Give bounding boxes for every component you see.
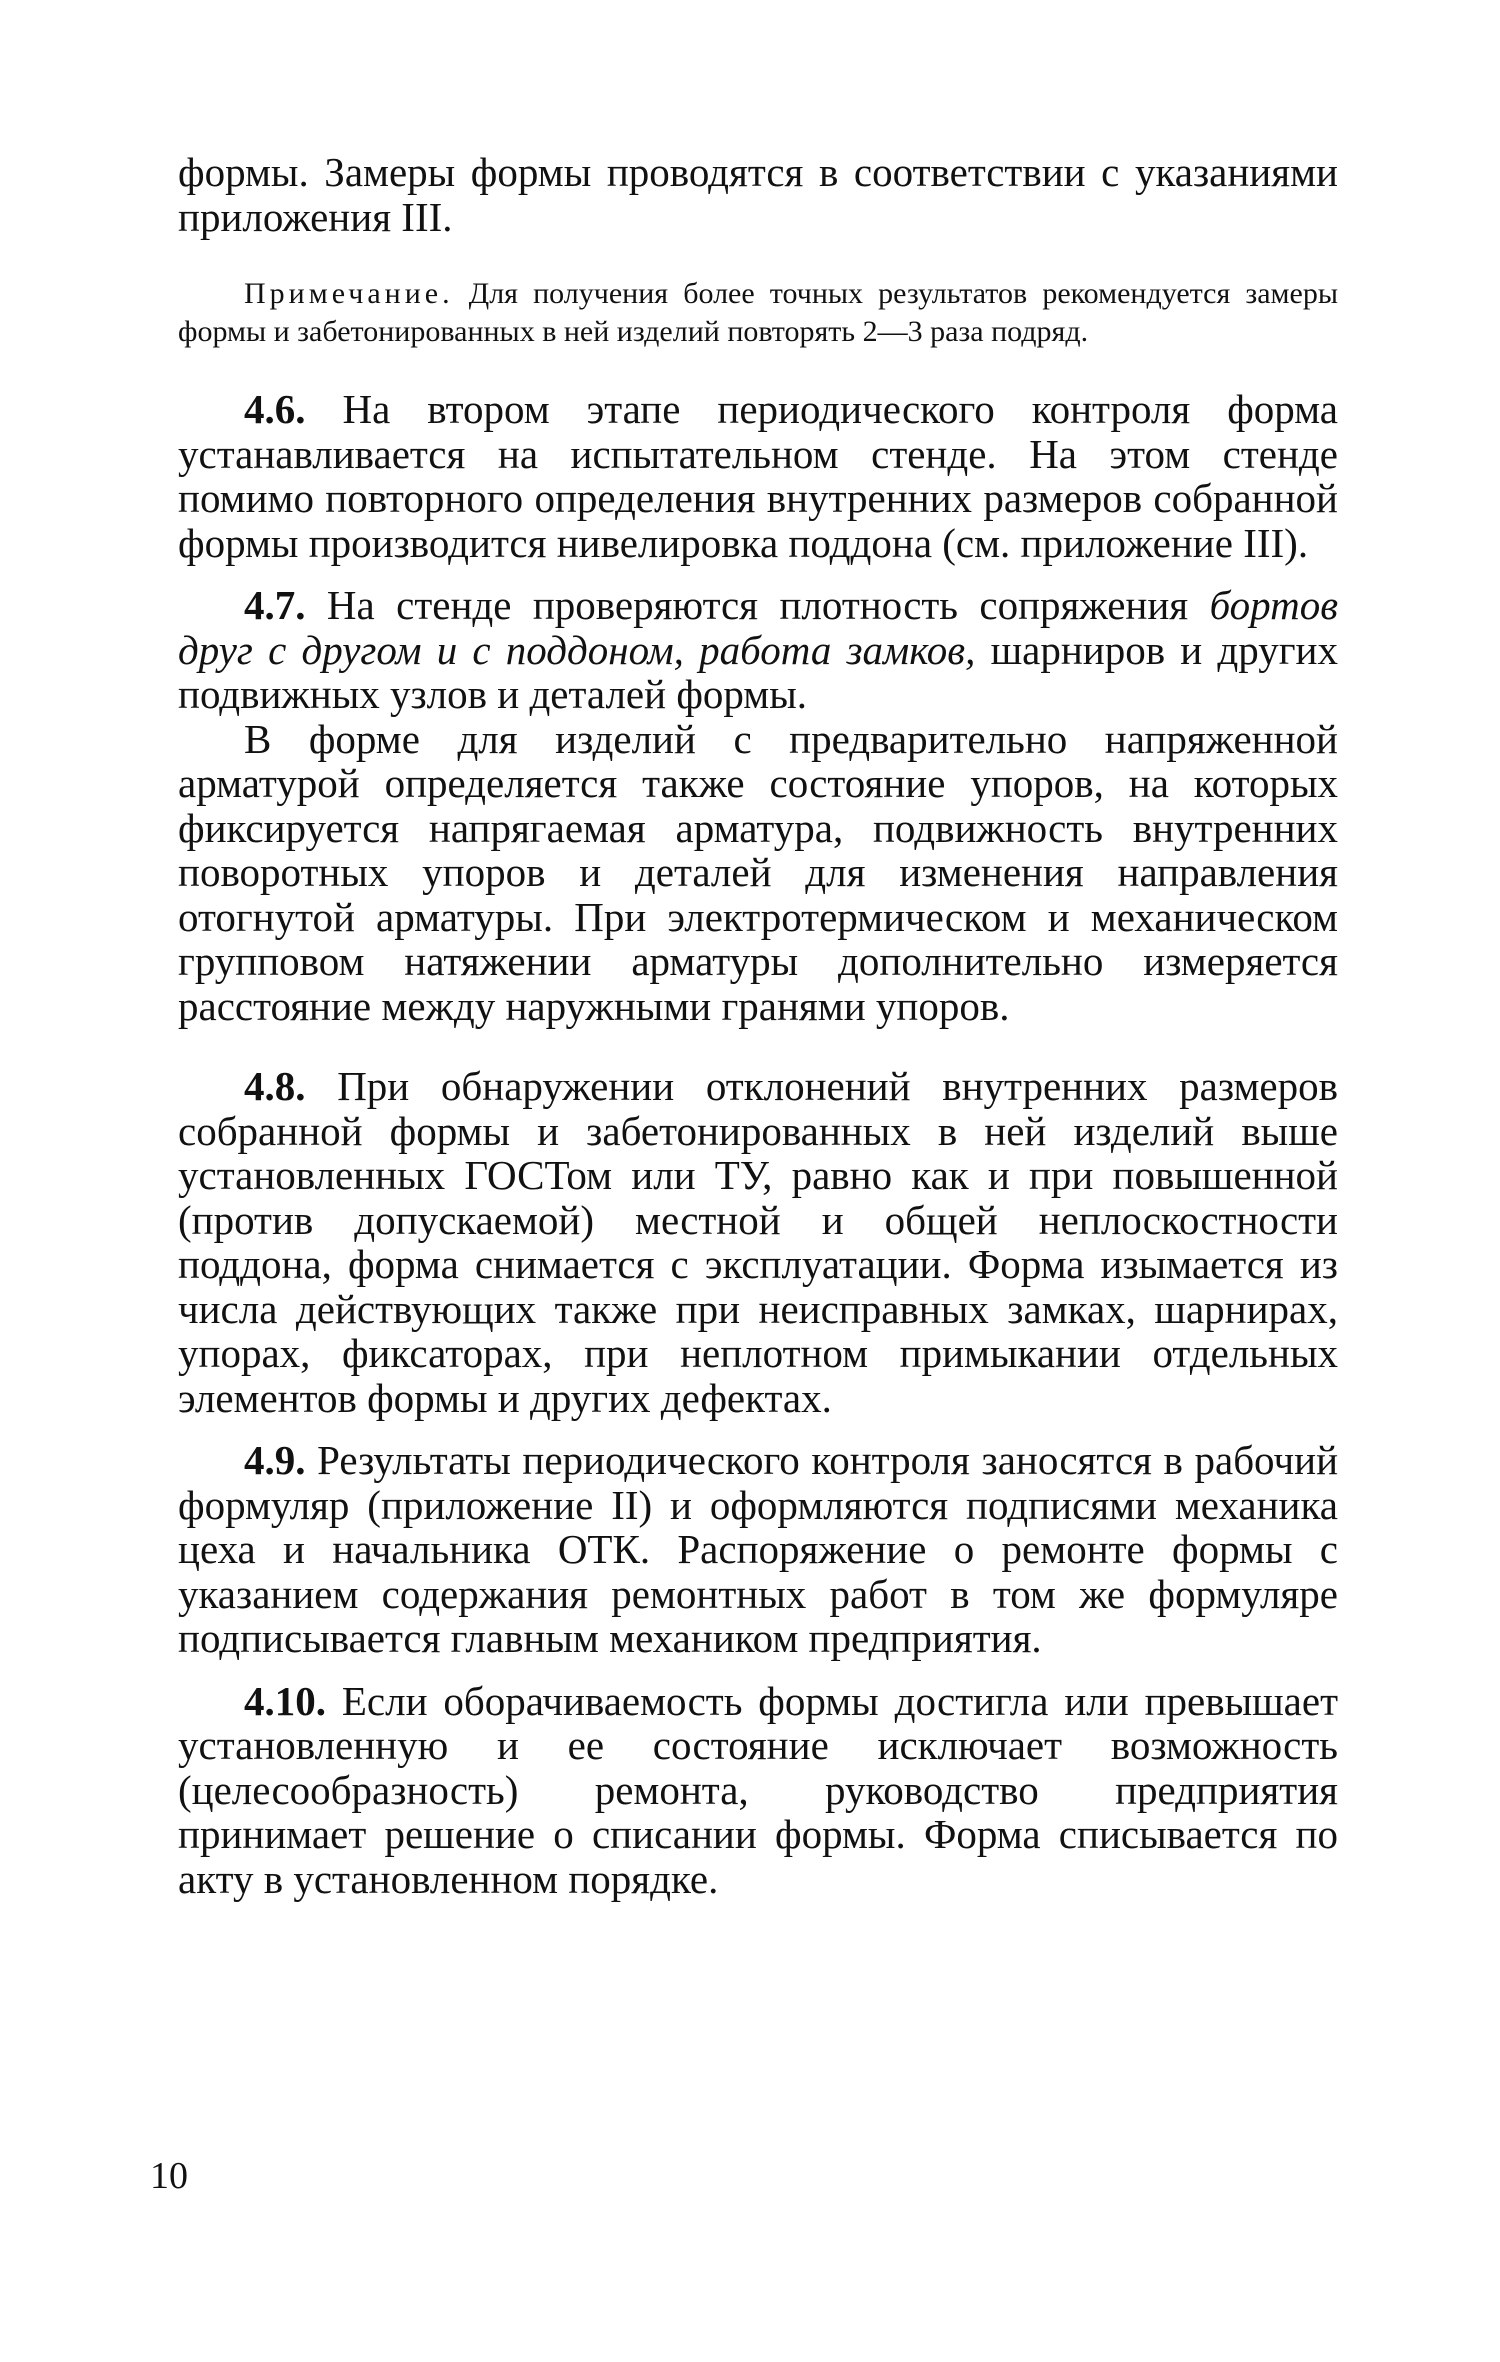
section-number: 4.10. xyxy=(244,1677,326,1724)
section-text: Если оборачиваемость формы достигла или превышает установленную и ее состояние исключает возможность (целесообразность) ремонта, руководство предприятия принимает решение о списании формы. Форма списывается по акту в установленном порядке. xyxy=(178,1677,1338,1902)
section-text: При обнаружении отклонений внутренних размеров собранной формы и забетонированных в ней изделий выше установленных ГОСТом или ТУ, равно как и при повышенной (против допускаемой) местной и общей неплоскостности поддона, форма снимается с эксплуатации. Форма изымается из числа действующих также при неисправных замках, шарнирах, упорах, фиксаторах, при неплотном примыкании отдельных элементов формы и других дефектах. xyxy=(178,1063,1338,1421)
note-label: Примечание. xyxy=(244,277,454,310)
section-4-8 xyxy=(178,1064,1338,1420)
section-text: На стенде проверяются плотность сопряжения xyxy=(326,582,1189,628)
section-text: На втором этапе периодического контроля форма устанавливается на испытательном стенде. На этом стенде помимо повторного определения внутренних размеров собранной формы производится нивелировка поддона (см. приложение III). xyxy=(178,386,1339,566)
section-number: 4.8. xyxy=(244,1063,306,1109)
section-number: 4.7. xyxy=(244,582,306,628)
section-text-italic: бортов друг с другом и с поддоном, работа замков, xyxy=(178,582,1339,673)
note-text: Для получения более точных результатов рекомендуется замеры формы и забетонированных в ней изделий повторять 2—3 раза подряд. xyxy=(178,277,1338,348)
document-page xyxy=(178,150,1338,1901)
section-4-10 xyxy=(178,1679,1338,1902)
section-text: шарниров и других подвижных узлов и деталей формы. xyxy=(178,626,1338,717)
continuation-paragraph: формы. Замеры формы проводятся в соответствии с указаниями приложения III. xyxy=(178,149,1338,240)
section-text: Результаты периодического контроля заносятся в рабочий формуляр (приложение II) и оформляются подписями механика цеха и начальника ОТК. Распоряжение о ремонте формы с указанием содержания ремонтных работ в том же формуляре подписывается главным механиком предприятия. xyxy=(178,1437,1339,1661)
section-number: 4.9. xyxy=(244,1437,306,1483)
note-paragraph xyxy=(178,275,1338,351)
section-number: 4.6. xyxy=(244,386,306,432)
section-4-7 xyxy=(178,583,1338,717)
section-4-7-continuation: В форме для изделий с предварительно напряженной арматурой определяется также состояние упоров, на которых фиксируется напрягаемая арматура, подвижность внутренних поворотных упоров и деталей для изменения направления отогнутой арматуры. При электротермическом и механическом групповом натяжении арматуры дополнительно измеряется расстояние между наружными гранями упоров. xyxy=(178,715,1338,1029)
section-4-9 xyxy=(178,1438,1338,1661)
section-4-6 xyxy=(178,387,1338,565)
page-number: 10 xyxy=(150,2155,188,2197)
